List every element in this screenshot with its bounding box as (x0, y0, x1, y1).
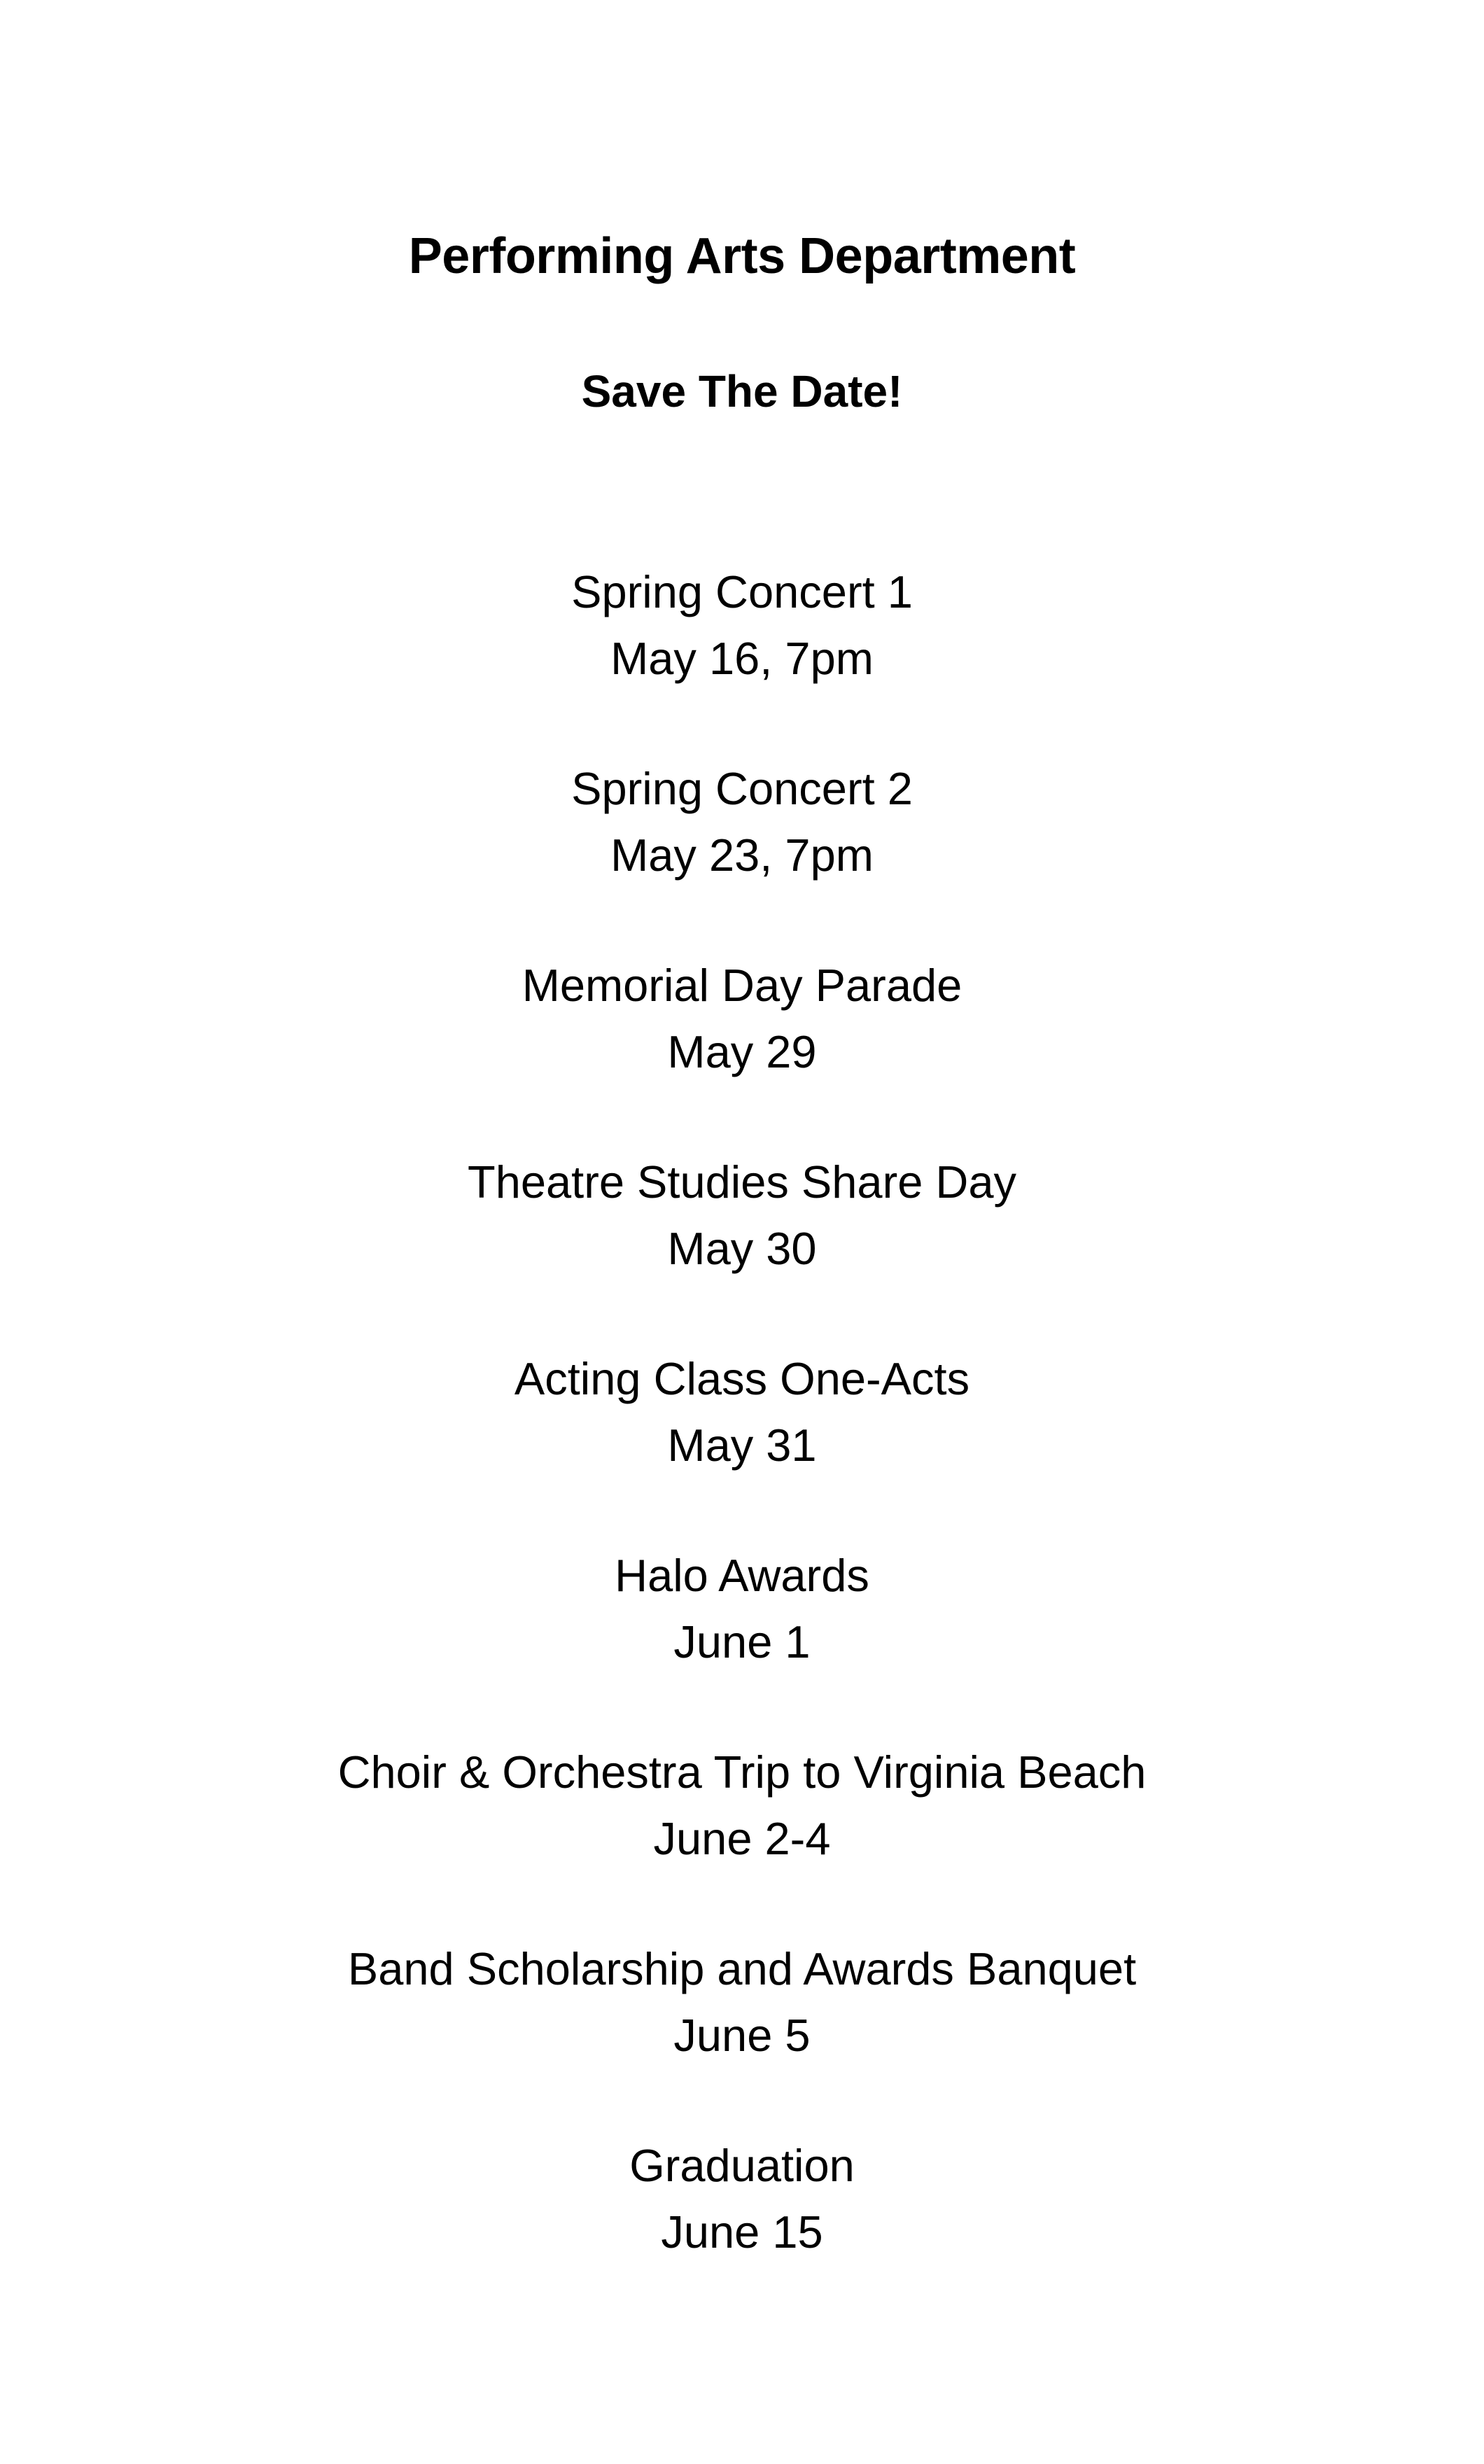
page-subtitle: Save The Date! (581, 366, 903, 416)
event-item (0, 1345, 1484, 1542)
event-date: June 15 (661, 2206, 823, 2258)
event-date: May 31 (667, 1420, 817, 1471)
event-name: Band Scholarship and Awards Banquet (347, 1943, 1137, 1994)
event-date: June 2-4 (653, 1813, 831, 1864)
page-title: Performing Arts Department (408, 228, 1076, 284)
event-item (0, 952, 1484, 1149)
event-item (0, 1739, 1484, 1935)
event-date: May 30 (667, 1223, 817, 1274)
event-list (0, 559, 1484, 2329)
event-item (0, 559, 1484, 755)
event-name: Memorial Day Parade (522, 960, 962, 1011)
event-name: Spring Concert 2 (571, 763, 913, 814)
event-date: May 16, 7pm (610, 633, 874, 684)
event-name: Theatre Studies Share Day (467, 1156, 1017, 1208)
event-date: June 1 (673, 1616, 811, 1667)
event-date: May 23, 7pm (610, 830, 874, 881)
event-item (0, 2132, 1484, 2329)
event-item (0, 1149, 1484, 1345)
event-name: Halo Awards (615, 1550, 869, 1601)
event-date: June 5 (673, 2010, 811, 2061)
event-item (0, 1542, 1484, 1739)
event-date: May 29 (667, 1026, 817, 1077)
event-name: Spring Concert 1 (571, 566, 913, 617)
event-name: Acting Class One-Acts (514, 1353, 970, 1404)
event-name: Graduation (629, 2140, 855, 2191)
event-item (0, 755, 1484, 952)
event-item (0, 1935, 1484, 2132)
event-name: Choir & Orchestra Trip to Virginia Beach (337, 1746, 1147, 1798)
